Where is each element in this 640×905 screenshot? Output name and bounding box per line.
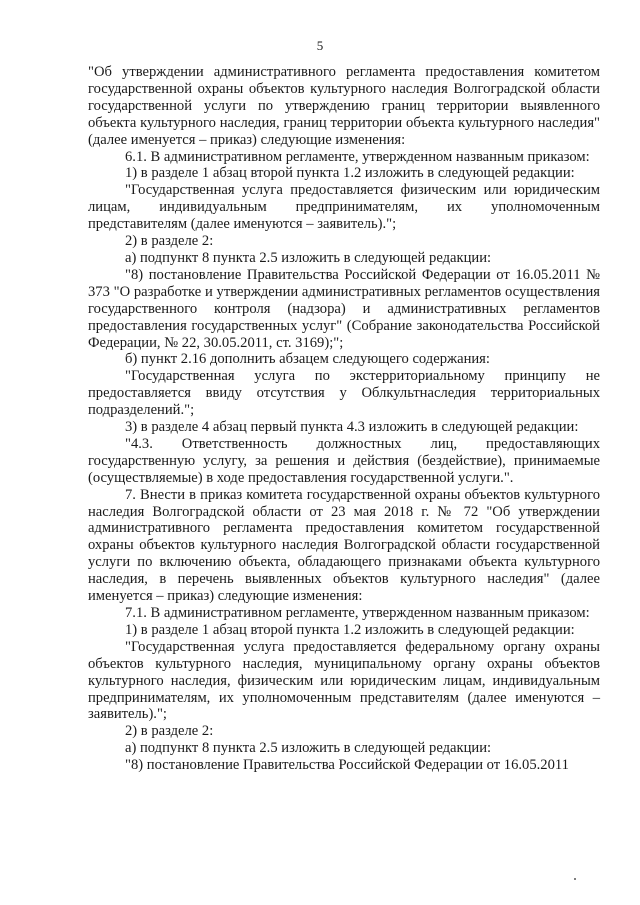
paragraph-3: 1) в разделе 1 абзац второй пункта 1.2 изложить в следующей редакции: — [125, 165, 575, 182]
paragraph-12: 7. Внести в приказ комитета государственной охраны объектов культурного наследия Волгоградской области от 23 мая 2018 г. № 72 "Об утверждении административного регламента предоставления комитетом государственной охраны объектов культурного наследия Волгоградской области государственной услуги по включению объекта, обладающего признаками объекта культурного наследия, в перечень выявленных объектов культурного наследия" (далее именуется – приказ) следующие изменения: — [88, 486, 600, 605]
paragraph-10: 3) в разделе 4 абзац первый пункта 4.3 изложить в следующей редакции: — [125, 419, 579, 436]
paragraph-9: "Государственная услуга по экстерриториальному принципу не предоставляется ввиду отсутствия у Облкультнаследия территориальных подразделений."; — [88, 368, 600, 419]
paragraph-6: а) подпункт 8 пункта 2.5 изложить в следующей редакции: — [125, 249, 492, 266]
paragraph-5: 2) в разделе 2: — [125, 233, 214, 250]
scan-speck — [574, 878, 576, 880]
page-number: 5 — [316, 38, 324, 53]
paragraph-8: б) пункт 2.16 дополнить абзацем следующего содержания: — [125, 351, 490, 368]
paragraph-18: "8) постановление Правительства Российской Федерации от 16.05.2011 — [125, 757, 569, 774]
paragraph-2: 6.1. В административном регламенте, утвержденном названным приказом: — [125, 148, 590, 165]
paragraph-13: 7.1. В административном регламенте, утвержденном названным приказом: — [125, 605, 590, 621]
paragraph-11: "4.3. Ответственность должностных лиц, предоставляющих государственную услугу, за решения и действия (бездействие), принимаемые (осуществляемые) в ходе предоставления государственной услуги.". — [88, 435, 600, 486]
document-body — [88, 64, 600, 774]
paragraph-4: "Государственная услуга предоставляется физическим или юридическим лицам, индивидуальным предпринимателям, их уполномоченным представителям (далее именуются – заявитель)."; — [88, 182, 600, 233]
paragraph-14: 1) в разделе 1 абзац второй пункта 1.2 изложить в следующей редакции: — [125, 621, 575, 638]
paragraph-1: "Об утверждении административного регламента предоставления комитетом государственной охраны объектов культурного наследия Волгоградской области государственной услуги по утверждению границ территории выявленного объекта культурного наследия, границ территории объекта культурного наследия" (далее именуется – приказ) следующие изменения: — [88, 64, 600, 148]
paragraph-16: 2) в разделе 2: — [125, 723, 214, 740]
paragraph-15: "Государственная услуга предоставляется федеральному органу охраны объектов культурного наследия, муниципальному органу охраны объектов культурного наследия, физическим или юридическим лицам, индивидуальным предпринимателям, их уполномоченным представителям (далее именуются – заявитель)."; — [88, 638, 600, 723]
paragraph-17: а) подпункт 8 пункта 2.5 изложить в следующей редакции: — [125, 740, 492, 757]
paragraph-7: "8) постановление Правительства Российской Федерации от 16.05.2011 № 373 "О разработке и утверждении административных регламентов осуществления государственного контроля (надзора) и административных регламентов предоставления государственных услуг" (Собрание законодательства Российской Федерации, № 22, 30.05.2011, ст. 3169);"; — [88, 266, 600, 351]
